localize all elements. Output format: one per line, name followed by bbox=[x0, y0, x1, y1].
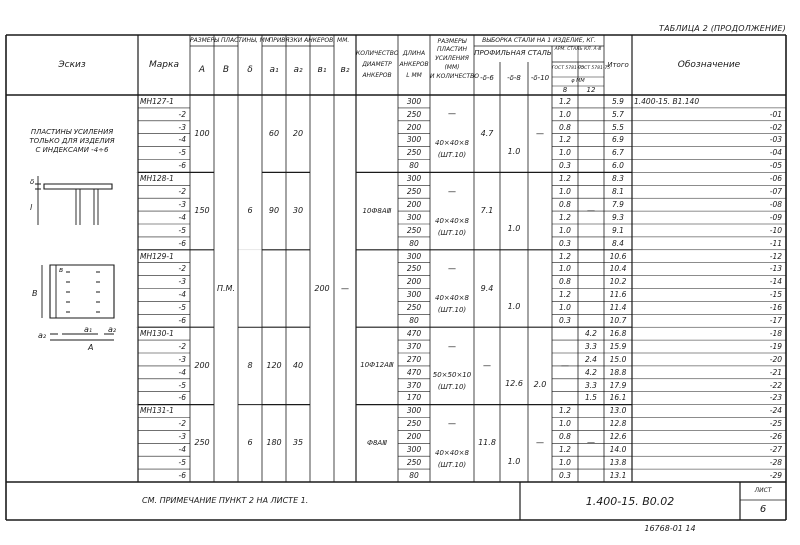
row-length: 250 bbox=[406, 457, 422, 467]
row-total: 7.9 bbox=[612, 199, 624, 209]
row-length: 80 bbox=[409, 161, 419, 171]
row-total: 6.9 bbox=[612, 135, 624, 145]
sketch-label-l: l bbox=[30, 203, 33, 212]
group-reinf-dims: 40×40×8 bbox=[435, 139, 469, 148]
sketch-note-line: ТОЛЬКО ДЛЯ ИЗДЕЛИЯ bbox=[29, 136, 115, 145]
row-total: 10.6 bbox=[609, 251, 627, 261]
header-total: Итого bbox=[607, 60, 629, 69]
row-designation: -28 bbox=[769, 457, 782, 467]
group-a2: 35 bbox=[292, 438, 304, 448]
row-length: 370 bbox=[406, 380, 422, 390]
row-length: 300 bbox=[406, 445, 422, 454]
group-reinf-qty: (ШТ.10) bbox=[437, 151, 467, 160]
dash-phi8-group4: — bbox=[561, 360, 569, 370]
header-reinf-1: РАЗМЕРЫ bbox=[437, 37, 467, 45]
row-total: 13.8 bbox=[609, 457, 627, 467]
group-reinf-qty: (ШТ.10) bbox=[437, 306, 467, 314]
header-mark: Марка bbox=[149, 59, 179, 70]
dash-phi12-bottom: — bbox=[587, 438, 595, 448]
row-designation: -03 bbox=[769, 135, 782, 145]
dash-phi12-top: — bbox=[587, 206, 595, 216]
sketch-label-A: А bbox=[88, 343, 94, 352]
row-designation: -24 bbox=[769, 406, 782, 416]
row-mark: -5 bbox=[178, 457, 186, 467]
row-designation: -01 bbox=[769, 109, 782, 119]
header-steel-selection: ВЫБОРКА СТАЛИ НА 1 ИЗДЕЛИЕ, КГ. bbox=[482, 36, 596, 44]
row-steel-phi8: 0.3 bbox=[559, 316, 571, 325]
group-anchors: 10Ф12АⅢ bbox=[360, 361, 394, 370]
row-length: 80 bbox=[409, 316, 419, 325]
row-mark: -5 bbox=[178, 225, 186, 235]
sketch-dim-plan bbox=[42, 265, 56, 318]
row-mark: -6 bbox=[178, 316, 186, 325]
group-a2: 20 bbox=[292, 128, 304, 138]
row-steel-phi8: 1.0 bbox=[559, 187, 571, 196]
header-qty-2: ДИАМЕТР bbox=[362, 61, 392, 68]
row-designation: -22 bbox=[769, 380, 782, 390]
group-steel-d6: 9.4 bbox=[480, 283, 494, 293]
row-designation: -02 bbox=[769, 122, 782, 132]
row-steel-phi8: 1.0 bbox=[559, 148, 571, 158]
header-len-1: ДЛИНА bbox=[402, 50, 426, 57]
row-mark: -2 bbox=[178, 187, 186, 196]
group-reinf-qty: (ШТ.10) bbox=[437, 460, 467, 469]
header-reinf-5: И КОЛИЧЕСТВО bbox=[430, 72, 479, 80]
header-reinf-4: (ММ) bbox=[444, 63, 460, 71]
header-a1: a₁ bbox=[269, 65, 279, 75]
row-length: 250 bbox=[406, 225, 422, 235]
row-steel-phi8: 1.2 bbox=[559, 445, 571, 454]
header-len-2: АНКЕРОВ bbox=[399, 61, 429, 68]
header-profile-steel: ПРОФИЛЬНАЯ СТАЛЬ bbox=[474, 49, 552, 57]
row-designation: -18 bbox=[769, 328, 782, 338]
row-designation: -27 bbox=[769, 445, 782, 454]
row-designation: -16 bbox=[769, 303, 782, 313]
footer-inventory: 16768-01 14 bbox=[644, 524, 696, 533]
row-total: 10.2 bbox=[609, 277, 627, 287]
row-designation: -23 bbox=[769, 393, 782, 403]
row-length: 300 bbox=[406, 290, 422, 300]
row-mark: -5 bbox=[178, 148, 186, 158]
row-mark: -4 bbox=[178, 290, 186, 300]
row-designation: -09 bbox=[769, 212, 782, 222]
row-length: 300 bbox=[406, 251, 422, 261]
group-steel-d8: 1.0 bbox=[507, 456, 521, 466]
row-length: 250 bbox=[406, 148, 422, 158]
row-mark: -4 bbox=[178, 135, 186, 145]
row-total: 10.4 bbox=[609, 264, 627, 274]
row-total: 5.7 bbox=[612, 109, 624, 119]
group-a1: 180 bbox=[266, 438, 282, 448]
footer-sheet-number: 6 bbox=[759, 504, 767, 515]
group-reinf-qty: (ШТ.10) bbox=[437, 383, 467, 392]
header-sketch: Эскиз bbox=[58, 59, 86, 70]
row-total: 5.9 bbox=[612, 96, 624, 106]
row-total: 17.9 bbox=[609, 380, 627, 390]
sketch-label-a2-right: a₂ bbox=[108, 325, 117, 334]
row-mark: -3 bbox=[178, 432, 186, 442]
row-designation: -20 bbox=[769, 354, 782, 364]
row-steel-phi8: 1.0 bbox=[559, 303, 571, 313]
sketch-label-B: В bbox=[32, 289, 38, 298]
group-A: 150 bbox=[194, 206, 210, 216]
group-reinf-dash: — bbox=[448, 186, 456, 196]
row-total: 13.0 bbox=[609, 406, 627, 416]
row-total: 12.8 bbox=[609, 419, 627, 429]
sketch-label-delta: δ bbox=[30, 178, 35, 186]
row-steel-phi8: 1.0 bbox=[559, 109, 571, 119]
group-reinf-dims: 40×40×8 bbox=[435, 216, 469, 225]
merged-b1: 200 bbox=[314, 283, 330, 293]
row-length: 80 bbox=[409, 238, 419, 248]
row-length: 270 bbox=[406, 354, 422, 364]
row-steel-phi12: 3.3 bbox=[585, 380, 597, 390]
sketch-label-b: в bbox=[59, 266, 64, 274]
row-steel-phi12: 2.4 bbox=[585, 354, 597, 364]
header-phi-mm: φ ММ bbox=[571, 78, 585, 84]
row-length: 250 bbox=[406, 264, 422, 274]
row-total: 11.6 bbox=[609, 290, 627, 300]
row-mark: МН130-1 bbox=[140, 328, 174, 338]
row-designation: -07 bbox=[769, 187, 782, 196]
row-steel-phi8: 1.0 bbox=[559, 264, 571, 274]
group-reinf-dims: 40×40×8 bbox=[435, 448, 469, 457]
footer-sheet-label: ЛИСТ bbox=[754, 487, 772, 494]
row-designation: -14 bbox=[769, 277, 782, 287]
row-mark: -3 bbox=[178, 122, 186, 132]
header-b2: в₂ bbox=[340, 65, 350, 75]
row-steel-phi12: 1.5 bbox=[585, 393, 597, 403]
row-steel-phi8: 1.2 bbox=[559, 96, 571, 106]
group-reinf-dims: 40×40×8 bbox=[435, 294, 469, 302]
row-designation: -19 bbox=[769, 341, 782, 351]
sketch-label-a2-left: a₂ bbox=[38, 331, 47, 340]
row-mark: -2 bbox=[178, 341, 186, 351]
header-arm-steel: АРМ. СТАЛЬ КЛ. А-Ⅲ bbox=[554, 46, 602, 52]
row-mark: -3 bbox=[178, 277, 186, 287]
row-steel-phi8: 1.2 bbox=[559, 174, 571, 184]
row-steel-phi8: 0.8 bbox=[559, 122, 571, 132]
group-steel-d8: 1.0 bbox=[507, 147, 521, 157]
row-designation: -11 bbox=[769, 238, 782, 248]
row-total: 9.3 bbox=[612, 212, 624, 222]
row-length: 370 bbox=[406, 341, 422, 351]
row-length: 300 bbox=[406, 174, 422, 184]
row-mark: -2 bbox=[178, 109, 186, 119]
row-mark: -6 bbox=[178, 470, 186, 480]
group-reinf-dims: 50×50×10 bbox=[432, 371, 472, 380]
row-mark: -5 bbox=[178, 303, 186, 313]
row-steel-phi8: 0.8 bbox=[559, 277, 571, 287]
header-reinf-3: УСИЛЕНИЯ bbox=[435, 54, 469, 62]
row-designation: -08 bbox=[769, 199, 782, 209]
group-steel-d8: 12.6 bbox=[505, 379, 523, 389]
dash-d6-group4: — bbox=[483, 360, 491, 370]
row-length: 200 bbox=[406, 432, 422, 442]
row-designation: -21 bbox=[769, 367, 782, 377]
row-designation: -13 bbox=[769, 264, 782, 274]
row-total: 18.8 bbox=[609, 367, 627, 377]
row-length: 470 bbox=[406, 367, 422, 377]
group-reinf-dash: — bbox=[448, 341, 456, 351]
sketch-plate-side bbox=[44, 184, 112, 189]
row-mark: -3 bbox=[178, 199, 186, 209]
group-steel-d8: 1.0 bbox=[507, 301, 521, 311]
row-length: 250 bbox=[406, 419, 422, 429]
row-total: 6.0 bbox=[612, 161, 624, 171]
row-total: 11.4 bbox=[609, 303, 627, 313]
group-a1: 90 bbox=[268, 206, 280, 216]
sketch-dim-bottom bbox=[50, 334, 114, 340]
row-steel-phi12: 4.2 bbox=[585, 328, 597, 338]
merged-delta-mid: 8 bbox=[247, 360, 253, 370]
sketch-dim-side bbox=[35, 176, 41, 225]
group-reinf-dash: — bbox=[448, 418, 456, 428]
row-length: 200 bbox=[406, 122, 422, 132]
row-length: 250 bbox=[406, 303, 422, 313]
row-steel-phi12: 3.3 bbox=[585, 341, 597, 351]
header-plate-dims: РАЗМЕРЫ ПЛАСТИНЫ, ММ bbox=[190, 36, 271, 44]
row-designation: -26 bbox=[769, 432, 782, 442]
row-mark: -3 bbox=[178, 354, 186, 364]
row-length: 300 bbox=[406, 135, 422, 145]
row-mark: -4 bbox=[178, 367, 186, 377]
dash-d10-top: — bbox=[536, 128, 544, 138]
row-mark: -6 bbox=[178, 161, 186, 171]
header-delta: δ bbox=[247, 65, 253, 75]
group-A: 200 bbox=[194, 360, 210, 370]
group-steel-d6: 11.8 bbox=[478, 438, 496, 448]
row-total: 10.7 bbox=[609, 316, 627, 325]
row-total: 8.4 bbox=[612, 238, 624, 248]
merged-delta-top: 6 bbox=[247, 206, 253, 216]
header-phi12: 12 bbox=[586, 86, 596, 94]
row-designation: -10 bbox=[769, 225, 782, 235]
row-total: 9.1 bbox=[612, 225, 624, 235]
row-designation: -17 bbox=[769, 316, 782, 325]
merged-B: П.М. bbox=[216, 283, 235, 293]
row-total: 15.9 bbox=[609, 341, 627, 351]
row-mark: МН128-1 bbox=[140, 174, 174, 184]
dash-d10-bottom: — bbox=[536, 438, 544, 448]
row-length: 200 bbox=[406, 199, 422, 209]
group-steel-d6: 4.7 bbox=[480, 128, 494, 138]
header-designation: Обозначение bbox=[677, 59, 741, 70]
sketch-label-a1: a₁ bbox=[84, 325, 93, 334]
header-anchor-refs: ПРИВЯЗКИ АНКЕРОВ, ММ. bbox=[268, 36, 350, 44]
group-a1: 60 bbox=[268, 128, 280, 138]
row-steel-phi8: 1.2 bbox=[559, 251, 571, 261]
row-steel-phi8: 1.2 bbox=[559, 406, 571, 416]
group-reinf-dash: — bbox=[448, 264, 456, 274]
row-mark: -2 bbox=[178, 264, 186, 274]
merged-delta-bottom: 6 bbox=[247, 438, 253, 448]
sketch-note-line: С ИНДЕКСАМИ -4÷6 bbox=[35, 145, 109, 154]
header-d8: -δ-8 bbox=[507, 74, 521, 82]
row-designation: -29 bbox=[769, 470, 782, 480]
row-total: 6.7 bbox=[612, 148, 624, 158]
row-total: 13.1 bbox=[609, 470, 627, 480]
row-total: 8.3 bbox=[612, 174, 624, 184]
footer-note: СМ. ПРИМЕЧАНИЕ ПУНКТ 2 НА ЛИСТЕ 1. bbox=[142, 496, 309, 505]
row-length: 200 bbox=[406, 277, 422, 287]
row-total: 15.0 bbox=[609, 354, 627, 364]
row-steel-phi8: 0.8 bbox=[559, 199, 571, 209]
row-mark: -4 bbox=[178, 212, 186, 222]
row-length: 300 bbox=[406, 96, 422, 106]
row-mark: -6 bbox=[178, 238, 186, 248]
group-reinf-dash: — bbox=[448, 109, 456, 119]
row-steel-phi8: 1.0 bbox=[559, 457, 571, 467]
row-steel-phi8: 0.3 bbox=[559, 161, 571, 171]
table-caption: ТАБЛИЦА 2 (ПРОДОЛЖЕНИЕ) bbox=[659, 24, 786, 33]
row-designation: -25 bbox=[769, 419, 782, 429]
group-reinf-qty: (ШТ.10) bbox=[437, 228, 467, 237]
row-total: 5.5 bbox=[612, 122, 624, 132]
row-steel-phi8: 1.2 bbox=[559, 135, 571, 145]
group-anchors: 10Ф8АⅢ bbox=[362, 206, 392, 215]
row-designation: -12 bbox=[769, 251, 782, 261]
row-steel-phi8: 1.2 bbox=[559, 212, 571, 222]
row-total: 16.8 bbox=[609, 328, 627, 338]
row-total: 16.1 bbox=[609, 393, 627, 403]
merged-b2: — bbox=[341, 283, 349, 293]
row-steel-phi12: 4.2 bbox=[585, 367, 597, 377]
row-mark: -5 bbox=[178, 380, 186, 390]
row-length: 300 bbox=[406, 212, 422, 222]
row-designation: -04 bbox=[769, 148, 782, 158]
sketch-note-line: ПЛАСТИНЫ УСИЛЕНИЯ bbox=[30, 127, 114, 136]
row-length: 470 bbox=[406, 328, 422, 338]
header-gost-2: ГОСТ 5781-75 bbox=[578, 66, 611, 72]
row-steel-phi8: 1.0 bbox=[559, 419, 571, 429]
header-phi8: 8 bbox=[562, 86, 568, 94]
group-anchors: Ф8АⅢ bbox=[366, 438, 388, 447]
row-total: 8.1 bbox=[612, 187, 624, 196]
row-total: 14.0 bbox=[609, 445, 627, 454]
row-length: 80 bbox=[409, 470, 419, 480]
row-mark: МН127-1 bbox=[140, 96, 174, 106]
row-mark: -2 bbox=[178, 419, 186, 429]
row-mark: -6 bbox=[178, 393, 186, 403]
header-qty-1: КОЛИЧЕСТВО bbox=[356, 50, 399, 57]
row-designation: -15 bbox=[769, 290, 782, 300]
row-total: 12.6 bbox=[609, 432, 627, 442]
row-mark: МН131-1 bbox=[140, 406, 174, 416]
group-steel-d8: 1.0 bbox=[507, 224, 521, 234]
row-length: 170 bbox=[406, 393, 422, 403]
row-steel-phi8: 1.0 bbox=[559, 225, 571, 235]
row-mark: МН129-1 bbox=[140, 251, 174, 261]
row-steel-phi8: 0.3 bbox=[559, 238, 571, 248]
header-A: А bbox=[198, 65, 206, 75]
group-a1: 120 bbox=[266, 360, 282, 370]
header-reinf-2: ПЛАСТИН bbox=[437, 45, 467, 53]
row-length: 250 bbox=[406, 187, 422, 196]
footer-doc-code: 1.400-15. В0.02 bbox=[585, 494, 675, 508]
group-A: 100 bbox=[194, 128, 210, 138]
row-mark: -4 bbox=[178, 445, 186, 454]
row-steel-phi8: 0.3 bbox=[559, 470, 571, 480]
row-length: 300 bbox=[406, 406, 422, 416]
header-len-3: L ММ bbox=[406, 72, 422, 79]
header-d10: -δ-10 bbox=[530, 74, 550, 82]
row-designation: 1.400-15. В1.140 bbox=[634, 96, 700, 106]
group-a2: 30 bbox=[292, 206, 304, 216]
row-length: 250 bbox=[406, 109, 422, 119]
header-d6: -δ-6 bbox=[480, 74, 494, 82]
row-designation: -06 bbox=[769, 174, 782, 184]
header-a2: a₂ bbox=[293, 65, 303, 75]
header-B: В bbox=[222, 65, 230, 75]
row-steel-phi8: 1.2 bbox=[559, 290, 571, 300]
group-A: 250 bbox=[194, 438, 210, 448]
group-steel-d6: 7.1 bbox=[480, 206, 494, 216]
group-steel-d10: 2.0 bbox=[533, 380, 547, 390]
header-gost-1: ГОСТ 5781-75 bbox=[552, 66, 585, 72]
row-steel-phi8: 0.8 bbox=[559, 432, 571, 442]
header-qty-3: АНКЕРОВ bbox=[362, 72, 392, 79]
sketch-anchors-side bbox=[76, 189, 98, 225]
row-designation: -05 bbox=[769, 161, 782, 171]
group-a2: 40 bbox=[292, 360, 304, 370]
header-b1: в₁ bbox=[317, 65, 327, 75]
